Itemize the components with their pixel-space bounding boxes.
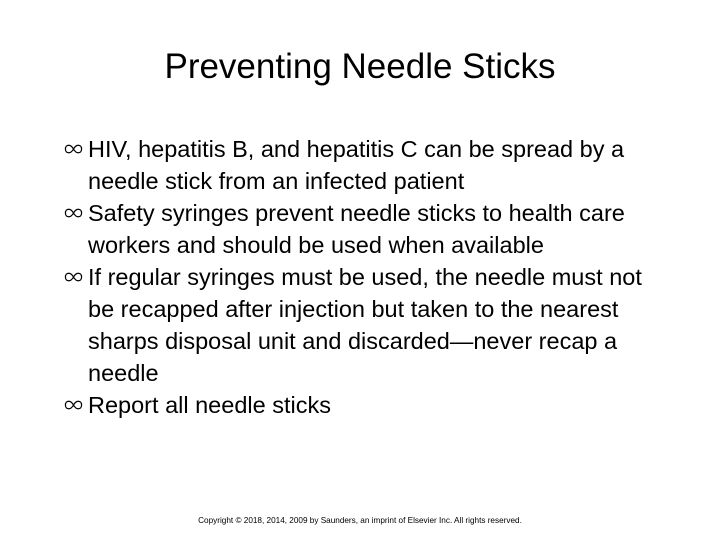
infinity-bullet-icon <box>64 271 83 283</box>
bullet-list <box>64 133 664 421</box>
infinity-bullet-icon <box>64 207 83 219</box>
bullet-item <box>64 133 664 197</box>
bullet-item <box>64 261 664 389</box>
slide-title: Preventing Needle Sticks <box>164 47 556 86</box>
copyright-notice: Copyright © 2018, 2014, 2009 by Saunders, an imprint of Elsevier Inc. All rights reserved. <box>198 516 522 525</box>
bullet-text: HIV, hepatitis B, and hepatitis C can be spread by a needle stick from an infected patient <box>88 136 625 194</box>
bullet-text: Safety syringes prevent needle sticks to health care workers and should be used when available <box>88 200 625 258</box>
bullet-item <box>64 389 664 421</box>
infinity-bullet-icon <box>64 143 83 155</box>
bullet-item <box>64 197 664 261</box>
infinity-bullet-icon <box>64 399 83 411</box>
bullet-text: If regular syringes must be used, the needle must not be recapped after injection but taken to the nearest sharps disposal unit and discarded—never recap a needle <box>88 264 642 386</box>
bullet-text: Report all needle sticks <box>88 392 331 418</box>
